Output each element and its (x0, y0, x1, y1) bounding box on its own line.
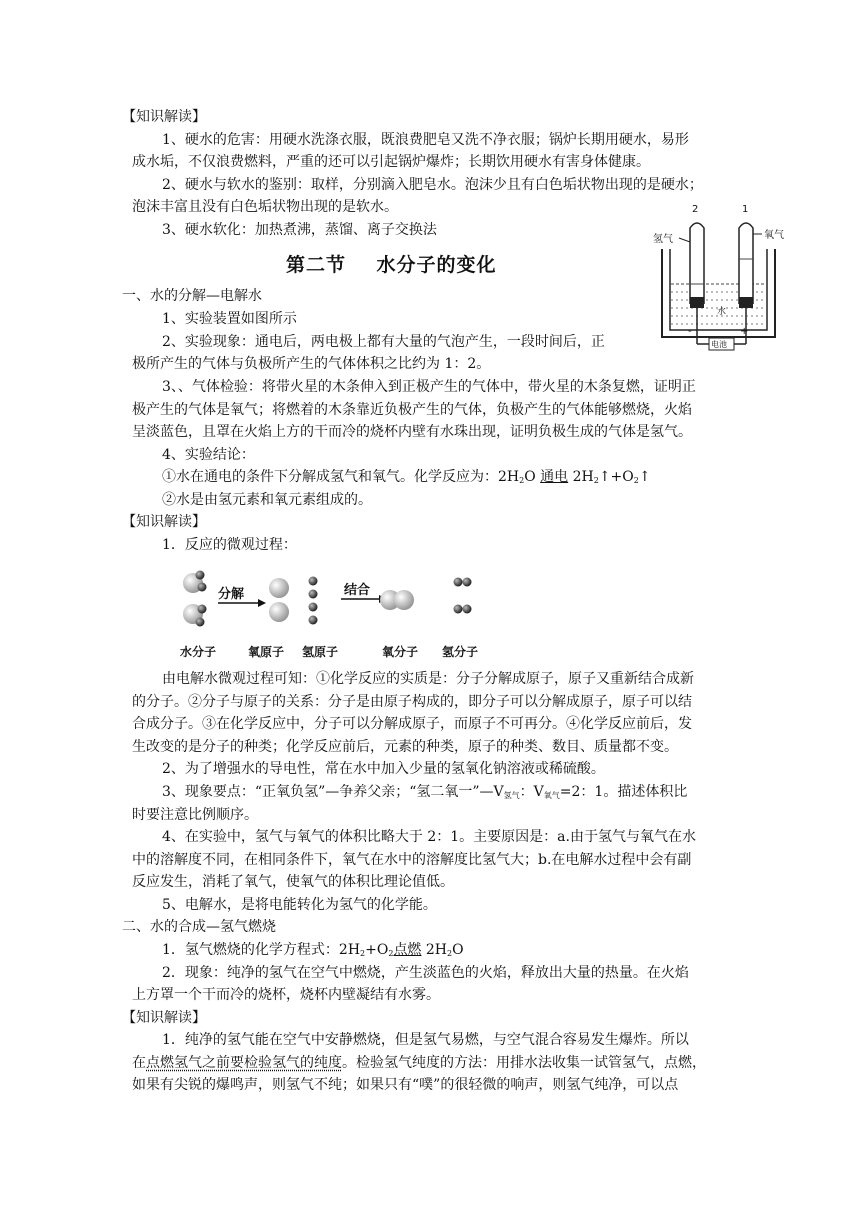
text: ↑ (638, 469, 651, 485)
paragraph: 极所产生的气体与负极所产生的气体体积之比约为 1：2。 (132, 356, 491, 372)
sign-minus: - (688, 326, 692, 337)
text: 2H (568, 469, 594, 485)
paragraph: 1．纯净的氢气能在空气中安静燃烧，但是氢气易燃，与空气混合容易发生爆炸。所以 (162, 1032, 689, 1048)
paragraph: 的分子。②分子与原子的关系：分子是由原子构成的，即分子可以分解成原子，原子可以结 (132, 694, 692, 710)
paragraph: 2、硬水与软水的鉴别：取样，分别滴入肥皂水。泡沫少且有白色垢状物出现的是硬水； (162, 177, 703, 193)
label-hydrogen-atom: 氢原子 (302, 645, 339, 659)
paragraph: 3、、气体检验：将带火星的木条伸入到正极产生的气体中，带火星的木条复燃，证明正 (162, 379, 696, 395)
label-oxygen-atom: 氧原子 (248, 645, 285, 659)
hydrogen-tube (690, 223, 704, 304)
text: 3、现象要点：“正氧负氢”—争养父亲；“氢二氧一”—V (162, 784, 504, 800)
text: 在 (132, 1055, 146, 1071)
paragraph: 由电解水微观过程可知：①化学反应的实质是：分子分解成原子，原子又重新结合成新 (162, 671, 694, 687)
arrow-label-decompose: 分解 (218, 587, 245, 602)
subscript: 氧气 (543, 791, 560, 800)
condition: 通电 (540, 469, 569, 485)
paragraph: 2、实验现象：通电后，两电极上都有大量的气泡产生，一段时间后，正 (162, 334, 605, 350)
text: ：V (519, 784, 544, 800)
label-water: 水 (717, 307, 727, 317)
text: 1．氢气燃烧的化学方程式：2H (162, 942, 361, 958)
section-heading: 一、水的分解—电解水 (122, 288, 262, 304)
oxygen-atom (269, 578, 289, 598)
text: +O (365, 942, 389, 958)
subscript: 2 (519, 476, 525, 485)
subscript: 2 (593, 476, 599, 485)
heading-knowledge-2: 【知识解读】 (122, 514, 206, 530)
paragraph: 4、实验结论： (162, 447, 255, 463)
section-title: 第二节 水分子的变化 (286, 254, 497, 276)
paragraph: 合成分子。③在化学反应中，分子可以分解成原子，而原子不可再分。④化学反应前后，发 (132, 716, 692, 732)
oxygen-tube (739, 223, 753, 304)
subscript: 2 (633, 476, 639, 485)
text: 。检验氢气纯度的方法：用排水法收集一试管氢气，点燃， (342, 1055, 706, 1071)
heading-knowledge-1: 【知识解读】 (122, 109, 206, 125)
paragraph: 时要注意比例顺序。 (132, 807, 258, 823)
paragraph: 1、实验装置如图所示 (162, 311, 297, 327)
heading-knowledge-3: 【知识解读】 (122, 1010, 206, 1026)
paragraph: 呈淡蓝色，且罩在火焰上方的干而冷的烧杯内壁有水珠出现，证明负极生成的气体是氢气。 (132, 424, 692, 440)
label-hydrogen-molecule: 氢分子 (442, 645, 479, 659)
paragraph: 生改变的是分子的种类；化学反应前后，元素的种类，原子的种类、数目、质量都不变。 (132, 739, 678, 755)
paragraph: 5、电解水，是将电能转化为氢气的化学能。 (162, 897, 437, 913)
paragraph: 1．反应的微观过程： (162, 537, 297, 553)
text: 2H (421, 942, 448, 958)
tube-number-1: 1 (742, 204, 749, 215)
paragraph: 上方罩一个干而冷的烧杯，烧杯内壁凝结有水雾。 (132, 987, 440, 1003)
paragraph-purity (132, 1052, 734, 1074)
paragraph: 2、为了增强水的导电性，常在水中加入少量的氢氧化钠溶液或稀硫酸。 (162, 761, 605, 777)
hydrogen-molecule (454, 578, 472, 587)
text: O (524, 469, 541, 485)
hydrogen-atom (309, 590, 318, 599)
paragraph: 成水垢，不仅浪费燃料，严重的还可以引起锅炉爆炸；长期饮用硬水有害身体健康。 (132, 154, 650, 170)
subscript: 2 (388, 949, 394, 958)
section-heading: 二、水的合成—氢气燃烧 (122, 919, 276, 935)
water-molecule (183, 571, 207, 594)
paragraph: 2．现象：纯净的氢气在空气中燃烧，产生淡蓝色的火焰，释放出大量的热量。在火焰 (162, 965, 689, 981)
text: ↑+O (598, 469, 634, 485)
tube-number-2: 2 (692, 204, 699, 215)
electrode-negative (690, 297, 704, 308)
label-oxygen: 氧气 (764, 230, 784, 241)
hydrogen-atom (309, 616, 318, 625)
electrode-positive (739, 297, 753, 308)
paragraph: ②水是由氢元素和氧元素组成的。 (162, 492, 372, 508)
hydrogen-molecule (454, 605, 472, 614)
paragraph: 3、硬水软化：加热煮沸，蒸馏、离子交换法 (162, 222, 437, 238)
paragraph: 泡沫丰富且没有白色垢状物出现的是软水。 (132, 199, 398, 215)
hydrogen-atom (309, 577, 318, 586)
label-water-molecule: 水分子 (180, 645, 217, 659)
water-molecule (183, 604, 207, 627)
label-battery: 电池 (711, 340, 727, 349)
subscript: 氢气 (503, 791, 520, 800)
paragraph: 如果有尖锐的爆鸣声，则氢气不纯；如果只有“噗”的很轻微的响声，则氢气纯净，可以点 (132, 1077, 679, 1093)
label-oxygen-molecule: 氧分子 (382, 645, 419, 659)
text: O (452, 942, 464, 958)
paragraph: 中的溶解度不同，在相同条件下，氧气在水中的溶解度比氢气大；b.在电解水过程中会有副 (132, 852, 692, 868)
paragraph: 极产生的气体是氧气；将燃着的木条靠近负极产生的气体，负极产生的气体能够燃烧，火焰 (132, 402, 692, 418)
label-hydrogen: 氢气 (653, 234, 673, 245)
text: =2：1。描述体积比 (559, 784, 688, 800)
paragraph: 反应发生，消耗了氧气，使氧气的体积比理论值低。 (132, 874, 454, 890)
paragraph: 4、在实验中，氢气与氧气的体积比略大于 2：1。主要原因是：a.由于氢气与氧气在水 (162, 829, 696, 845)
emphasis-text: 点燃氢气之前要检验氢气的纯度 (146, 1055, 342, 1071)
condition: 点燃 (393, 942, 422, 958)
sign-plus: + (740, 326, 749, 337)
subscript: 2 (360, 949, 366, 958)
text: ①水在通电的条件下分解成氢气和氧气。化学反应为：2H (162, 469, 520, 485)
hydrogen-atom (309, 603, 318, 612)
paragraph: 1、硬水的危害：用硬水洗涤衣服，既浪费肥皂又洗不净衣服；锅炉长期用硬水，易形 (162, 132, 689, 148)
oxygen-atom (269, 602, 289, 622)
arrow-label-combine: 结合 (344, 583, 371, 598)
subscript: 2 (447, 949, 453, 958)
